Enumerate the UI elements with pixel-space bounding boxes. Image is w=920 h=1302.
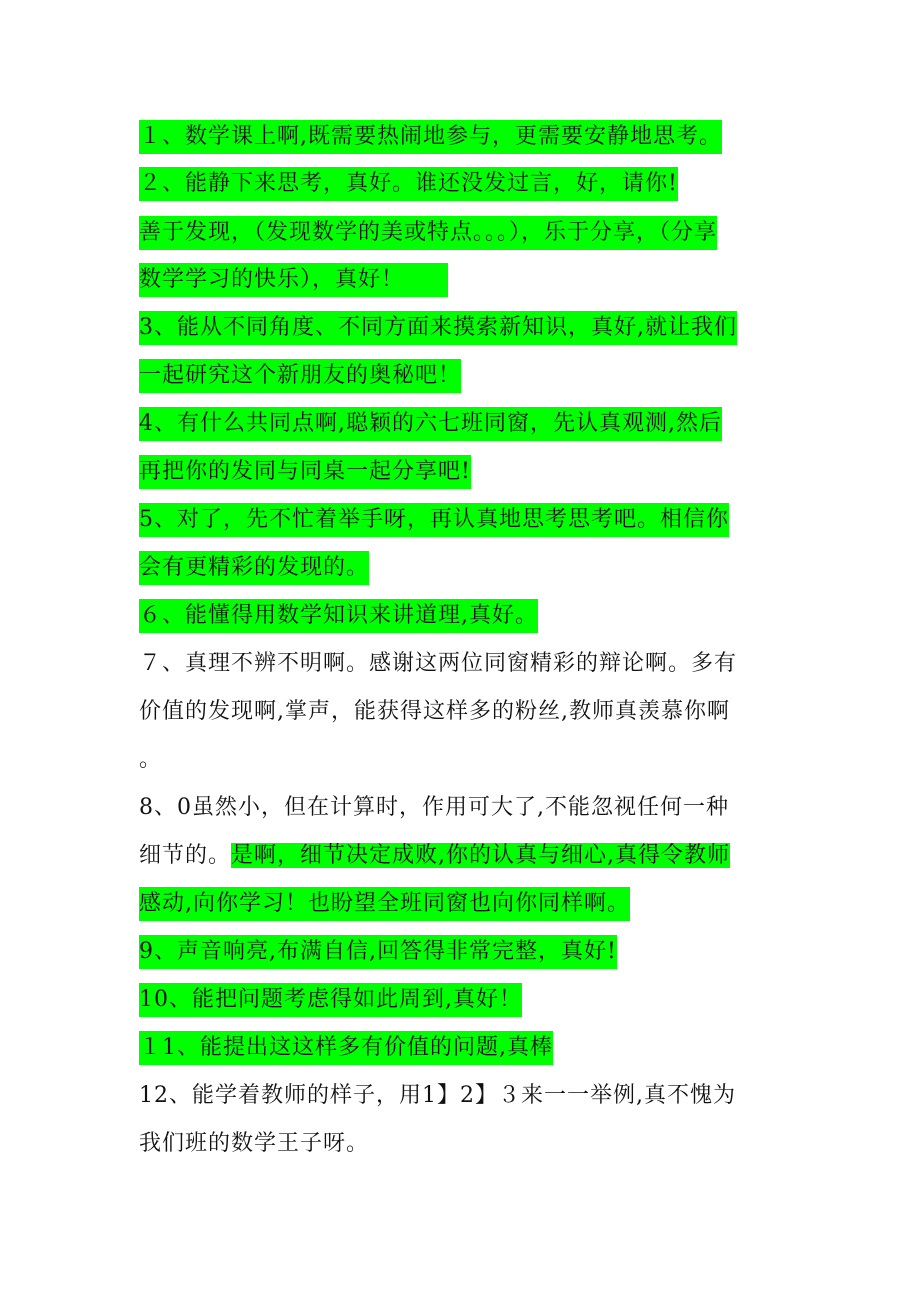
- praise-line-16: [139, 839, 730, 873]
- praise-line-1: １、数学课上啊,既需要热闹地参与，更需要安静地思考。: [139, 120, 722, 154]
- praise-line-4: 数学学习的快乐），真好！: [139, 263, 448, 297]
- praise-line-6: 一起研究这个新朋友的奥秘吧！: [139, 359, 461, 393]
- praise-line-8: 再把你的发同与同桌一起分享吧!: [139, 455, 471, 489]
- praise-line-20: １1、能提出这这样多有价值的问题,真棒: [139, 1031, 553, 1065]
- praise-line-14: 。: [139, 747, 163, 772]
- praise-line-13: 价值的发现啊,掌声，能获得这样多的粉丝,教师真羡慕你啊: [139, 699, 730, 724]
- praise-line-9: 5、对了，先不忙着举手呀，再认真地思考思考吧。相信你: [139, 503, 729, 537]
- praise-line-22: 我们班的数学王子呀。: [139, 1131, 370, 1156]
- praise-line-11: ６、能懂得用数学知识来讲道理,真好。: [139, 599, 538, 633]
- praise-line-16-plain: 细节的。: [139, 843, 232, 868]
- praise-line-3: 善于发现，（发现数学的美或特点。。。），乐于分享，（分享: [139, 216, 717, 250]
- praise-line-19: 10、能把问题考虑得如此周到,真好！: [139, 983, 522, 1017]
- praise-line-2: ２、能静下来思考，真好。谁还没发过言，好，请你!: [139, 167, 678, 201]
- praise-line-15: 8、0虽然小，但在计算时，作用可大了,不能忽视任何一种: [139, 795, 729, 820]
- praise-line-7: 4、有什么共同点啊,聪颖的六七班同窗，先认真观测,然后: [139, 407, 722, 441]
- praise-line-21: 12、能学着教师的样子，用1】2】３来一一举例,真不愧为: [139, 1083, 736, 1108]
- praise-line-12: ７、真理不辨不明啊。感谢这两位同窗精彩的辩论啊。多有: [139, 651, 738, 676]
- praise-line-18: 9、声音响亮,布满自信,回答得非常完整，真好!: [139, 935, 617, 969]
- praise-line-16-highlight: 是啊，细节决定成败,你的认真与细心,真得令教师: [231, 843, 731, 868]
- praise-line-10: 会有更精彩的发现的。: [139, 551, 369, 585]
- praise-line-17: 感动,向你学习！也盼望全班同窗也向你同样啊。: [139, 887, 630, 921]
- praise-line-5: 3、能从不同角度、不同方面来摸索新知识，真好,就让我们: [139, 311, 737, 345]
